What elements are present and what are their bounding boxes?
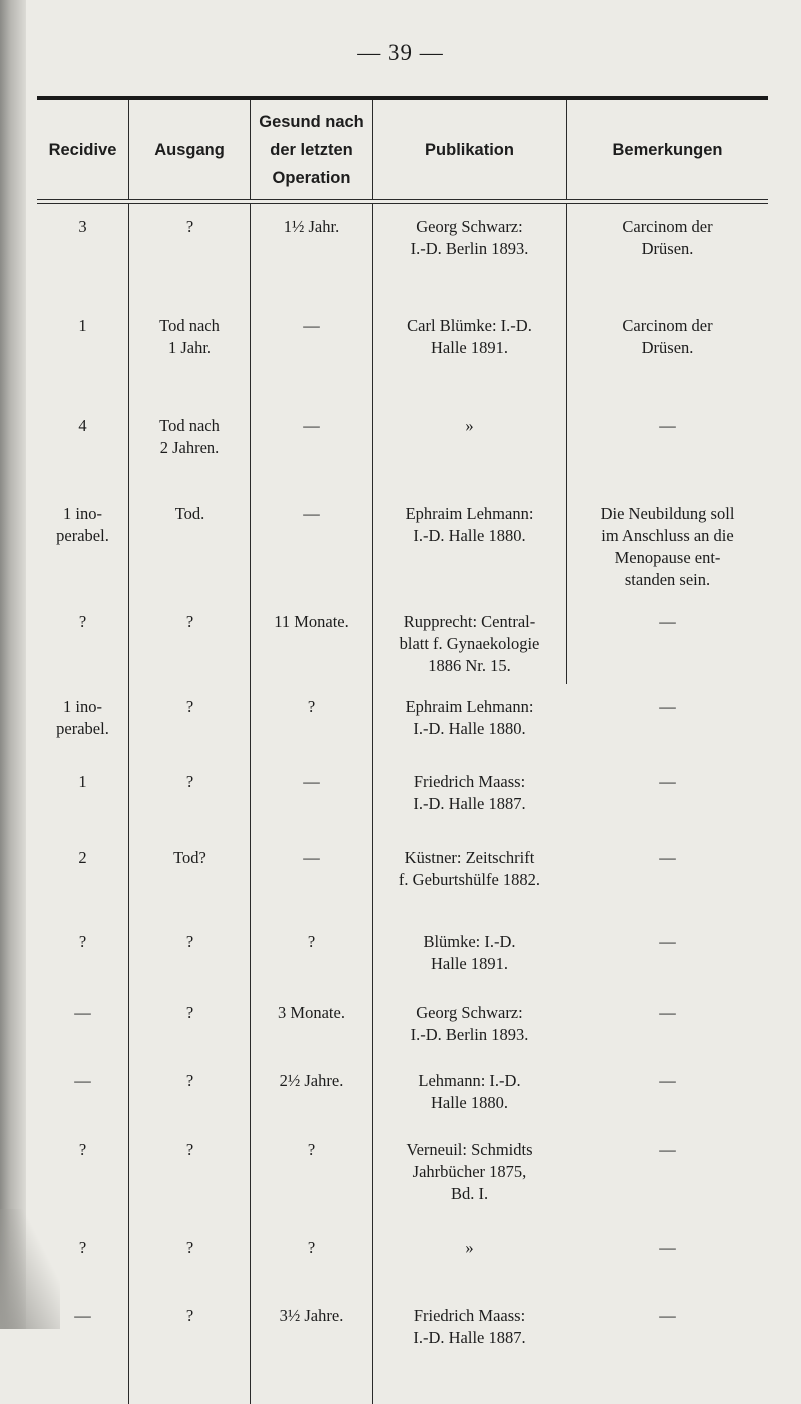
cell-recidive-row-9: ? [78, 932, 87, 951]
cell-bemerkungen-row-14: — [659, 1306, 676, 1325]
cell-ausgang-row-7: ? [185, 772, 194, 791]
cell-publikation-row-13: » [465, 1238, 474, 1257]
cell-recidive-row-2: 1 [78, 316, 87, 335]
cell-ausgang-row-13: ? [185, 1238, 194, 1257]
cell-gesund-row-14: 3½ Jahre. [279, 1306, 344, 1325]
cell-gesund-row-8: — [303, 848, 320, 867]
cell-gesund-row-6: ? [307, 697, 316, 716]
cell-recidive-row-12: ? [78, 1140, 87, 1159]
cell-publikation-row-14: Friedrich Maass: I.-D. Halle 1887. [413, 1306, 526, 1347]
cell-gesund-row-10: 3 Monate. [278, 1003, 345, 1022]
cell-gesund-row-11: 2½ Jahre. [279, 1071, 344, 1090]
cell-recidive-row-8: 2 [78, 848, 87, 867]
cell-ausgang-row-1: ? [185, 217, 194, 236]
cell-gesund-row-4: — [303, 504, 320, 523]
header-recidive: Recidive [48, 140, 117, 159]
header-double-rule-upper [37, 199, 768, 200]
cell-bemerkungen-row-4: Die Neubildung soll im Anschluss an die Menopause ent- standen sein. [600, 504, 735, 589]
cell-ausgang-row-5: ? [185, 612, 194, 631]
cell-publikation-row-10: Georg Schwarz: I.-D. Berlin 1893. [410, 1003, 529, 1044]
cell-recidive-row-7: 1 [78, 772, 87, 791]
column-divider-1 [128, 204, 129, 1404]
header-publikation: Publikation [425, 140, 514, 159]
cell-ausgang-row-9: ? [185, 932, 194, 951]
cell-gesund-row-5: 11 Monate. [274, 612, 349, 631]
cell-bemerkungen-row-8: — [659, 848, 676, 867]
cell-ausgang-row-4: Tod. [174, 504, 205, 523]
cell-ausgang-row-3: Tod nach 2 Jahren. [159, 416, 220, 457]
cell-gesund-row-3: — [303, 416, 320, 435]
cell-publikation-row-11: Lehmann: I.-D. Halle 1880. [418, 1071, 521, 1112]
cell-publikation-row-3: » [465, 416, 474, 435]
cell-recidive-row-11: — [74, 1071, 91, 1090]
cell-publikation-row-5: Rupprecht: Central- blatt f. Gynaekologie 1886 Nr. 15. [399, 612, 540, 675]
cell-ausgang-row-6: ? [185, 697, 194, 716]
cell-ausgang-row-11: ? [185, 1071, 194, 1090]
cell-publikation-row-2: Carl Blümke: I.-D. Halle 1891. [407, 316, 532, 357]
cell-gesund-row-13: ? [307, 1238, 316, 1257]
header-double-rule-lower [37, 203, 768, 204]
cell-recidive-row-6: 1 ino- perabel. [56, 697, 109, 738]
cell-bemerkungen-row-2: Carcinom der Drüsen. [622, 316, 713, 357]
cell-recidive-row-14: — [74, 1306, 91, 1325]
cell-bemerkungen-row-11: — [659, 1071, 676, 1090]
cell-recidive-row-13: ? [78, 1238, 87, 1257]
cell-bemerkungen-row-7: — [659, 772, 676, 791]
cell-gesund-row-12: ? [307, 1140, 316, 1159]
cell-bemerkungen-row-9: — [659, 932, 676, 951]
cell-publikation-row-8: Küstner: Zeitschrift f. Geburtshülfe 1882. [398, 848, 541, 889]
cell-publikation-row-6: Ephraim Lehmann: I.-D. Halle 1880. [405, 697, 534, 738]
cell-gesund-row-2: — [303, 316, 320, 335]
cell-recidive-row-10: — [74, 1003, 91, 1022]
cell-publikation-row-4: Ephraim Lehmann: I.-D. Halle 1880. [405, 504, 534, 545]
cell-bemerkungen-row-1: Carcinom der Drüsen. [622, 217, 713, 258]
page-number: — 39 — [357, 40, 444, 65]
cell-ausgang-row-10: ? [185, 1003, 194, 1022]
cell-publikation-row-1: Georg Schwarz: I.-D. Berlin 1893. [410, 217, 529, 258]
header-gesund-nach-operation: Gesund nach der letzten Operation [259, 112, 364, 187]
cell-bemerkungen-row-13: — [659, 1238, 676, 1257]
cell-bemerkungen-row-12: — [659, 1140, 676, 1159]
cell-recidive-row-4: 1 ino- perabel. [56, 504, 109, 545]
cell-recidive-row-5: ? [78, 612, 87, 631]
page-edge-shadow [0, 0, 26, 1329]
cell-bemerkungen-row-5: — [659, 612, 676, 631]
header-ausgang: Ausgang [154, 140, 225, 159]
cell-bemerkungen-row-10: — [659, 1003, 676, 1022]
cell-ausgang-row-2: Tod nach 1 Jahr. [159, 316, 220, 357]
cell-recidive-row-3: 4 [78, 416, 87, 435]
column-divider-2 [250, 204, 251, 1404]
cell-gesund-row-7: — [303, 772, 320, 791]
cell-recidive-row-1: 3 [78, 217, 87, 236]
cell-bemerkungen-row-6: — [659, 697, 676, 716]
cell-gesund-row-1: 1½ Jahr. [283, 217, 340, 236]
cell-ausgang-row-12: ? [185, 1140, 194, 1159]
cell-publikation-row-12: Verneuil: Schmidts Jahrbücher 1875, Bd. I. [406, 1140, 533, 1203]
cell-ausgang-row-14: ? [185, 1306, 194, 1325]
cell-bemerkungen-row-3: — [659, 416, 676, 435]
cell-publikation-row-9: Blümke: I.-D. Halle 1891. [423, 932, 516, 973]
cell-gesund-row-9: ? [307, 932, 316, 951]
cell-publikation-row-7: Friedrich Maass: I.-D. Halle 1887. [413, 772, 526, 813]
cell-ausgang-row-8: Tod? [173, 848, 206, 867]
header-bemerkungen: Bemerkungen [612, 140, 723, 159]
